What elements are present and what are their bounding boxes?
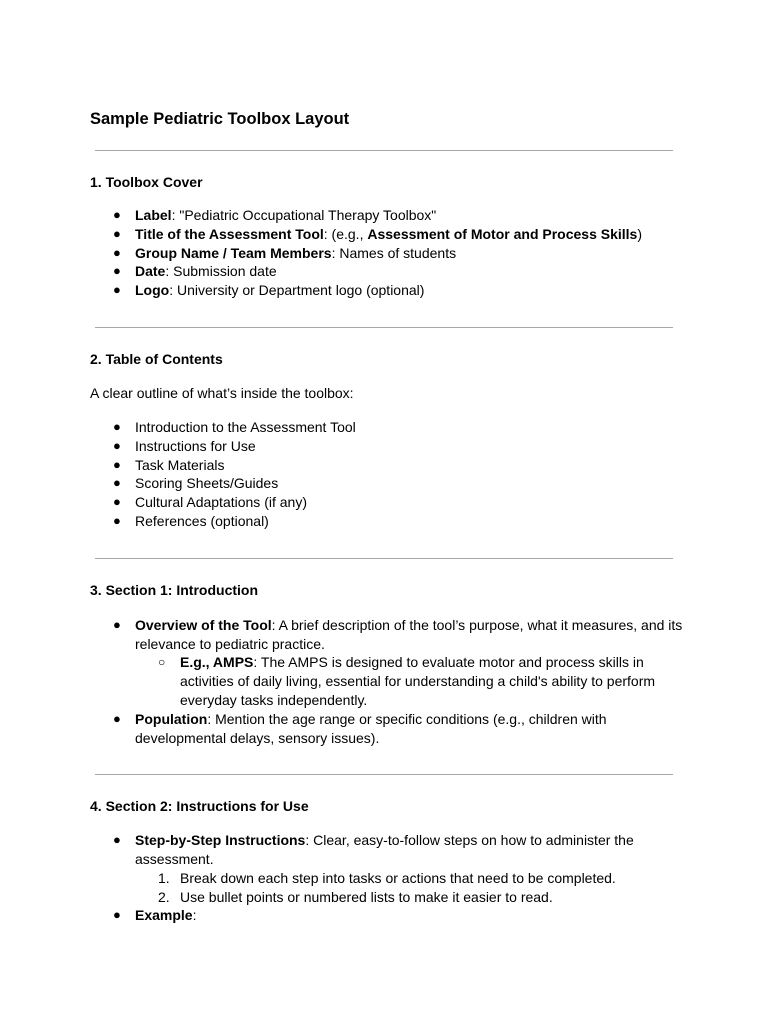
- item-text: : University or Department logo (optional): [169, 282, 425, 299]
- introduction-list: [90, 616, 695, 654]
- item-label: Population: [135, 711, 208, 727]
- list-item: [90, 418, 683, 437]
- toolbox-cover-list: [90, 206, 683, 300]
- section-heading-introduction: 3. Section 1: Introduction: [90, 582, 259, 598]
- bullet-icon: ●: [113, 617, 121, 632]
- instructions-list: [90, 831, 635, 869]
- item-label: Step-by-Step Instructions: [135, 832, 306, 848]
- item-label-tool-name: Assessment of Motor and Process Skills: [367, 225, 638, 242]
- list-item: [90, 616, 695, 654]
- bullet-icon: ●: [113, 512, 121, 528]
- toc-entry: Scoring Sheets/Guides: [135, 475, 279, 492]
- population-list: [90, 710, 615, 748]
- circle-bullet-icon: ○: [158, 655, 166, 669]
- list-item: [90, 225, 683, 244]
- item-label: Example: [135, 907, 193, 923]
- item-text: : (e.g.,: [323, 225, 368, 242]
- bullet-icon: ●: [113, 907, 121, 922]
- bullet-icon: ●: [113, 282, 121, 298]
- list-item: [90, 244, 683, 263]
- horizontal-divider: [95, 774, 673, 775]
- horizontal-divider: [95, 558, 673, 559]
- item-text: : "Pediatric Occupational Therapy Toolbox": [171, 207, 437, 223]
- item-label: E.g., AMPS: [180, 654, 254, 670]
- introduction-sub-list: [90, 653, 662, 709]
- list-item: [90, 831, 635, 869]
- list-item: [90, 888, 680, 907]
- example-list: [90, 906, 683, 925]
- item-label: Title of the Assessment Tool: [135, 225, 324, 242]
- list-item: [90, 710, 615, 748]
- list-item: [90, 262, 683, 281]
- document-title: Sample Pediatric Toolbox Layout: [90, 110, 350, 128]
- bullet-icon: ●: [113, 263, 121, 279]
- bullet-icon: ●: [113, 225, 121, 241]
- item-text: : Mention the age range or specific conditions (e.g., children with developmental delays, sensory issues).: [135, 711, 607, 746]
- list-item: [90, 512, 683, 531]
- list-item: [90, 474, 683, 493]
- item-text: : Names of students: [331, 244, 457, 261]
- bullet-icon: ●: [113, 832, 121, 847]
- item-text: : A brief description of the tool’s purpose, what it measures, and its relevance to pediatric practice.: [135, 617, 683, 652]
- step-number: 1.: [158, 870, 170, 886]
- item-label: Logo: [135, 282, 170, 299]
- list-item: [90, 206, 683, 225]
- step-text: Break down each step into tasks or actions that need to be completed.: [180, 870, 616, 886]
- step-number: 2.: [158, 888, 170, 905]
- item-text: ): [637, 225, 643, 242]
- bullet-icon: ●: [113, 244, 121, 260]
- list-item: [90, 906, 683, 925]
- list-item: [90, 869, 680, 888]
- horizontal-divider: [95, 327, 673, 328]
- bullet-icon: ●: [113, 419, 121, 434]
- section-heading-toolbox-cover: 1. Toolbox Cover: [90, 174, 203, 190]
- list-item: [90, 281, 683, 300]
- section-heading-instructions: 4. Section 2: Instructions for Use: [90, 798, 309, 814]
- toc-entry: References (optional): [135, 512, 269, 529]
- table-of-contents-list: [90, 418, 683, 531]
- item-label: Date: [135, 263, 166, 280]
- item-text: : Clear, easy-to-follow steps on how to administer the assessment.: [135, 832, 634, 867]
- list-item: [90, 653, 662, 709]
- item-label: Group Name / Team Members: [135, 244, 332, 261]
- bullet-icon: ●: [113, 437, 121, 453]
- item-text: : The AMPS is designed to evaluate motor and process skills in activities of daily living, essential for understanding a child's ability to perform everyday tasks independently.: [180, 654, 656, 708]
- toc-entry: Cultural Adaptations (if any): [135, 494, 307, 511]
- item-text: : Submission date: [165, 263, 277, 280]
- step-text: Use bullet points or numbered lists to make it easier to read.: [180, 888, 553, 905]
- item-label: Overview of the Tool: [135, 617, 272, 633]
- toc-entry: Introduction to the Assessment Tool: [135, 419, 356, 435]
- item-label: Label: [135, 207, 172, 223]
- bullet-icon: ●: [113, 456, 121, 472]
- toc-entry: Instructions for Use: [135, 437, 256, 454]
- bullet-icon: ●: [113, 494, 121, 510]
- numbered-steps-list: [90, 869, 680, 907]
- list-item: [90, 437, 683, 456]
- list-item: [90, 456, 683, 475]
- horizontal-divider: [95, 150, 673, 151]
- toc-intro-text: A clear outline of what’s inside the toolbox:: [90, 385, 354, 401]
- toc-entry: Task Materials: [135, 456, 225, 473]
- list-item: [90, 493, 683, 512]
- item-text: :: [192, 907, 197, 923]
- bullet-icon: ●: [113, 207, 121, 222]
- bullet-icon: ●: [113, 475, 121, 491]
- section-heading-table-of-contents: 2. Table of Contents: [90, 351, 223, 367]
- bullet-icon: ●: [113, 711, 121, 726]
